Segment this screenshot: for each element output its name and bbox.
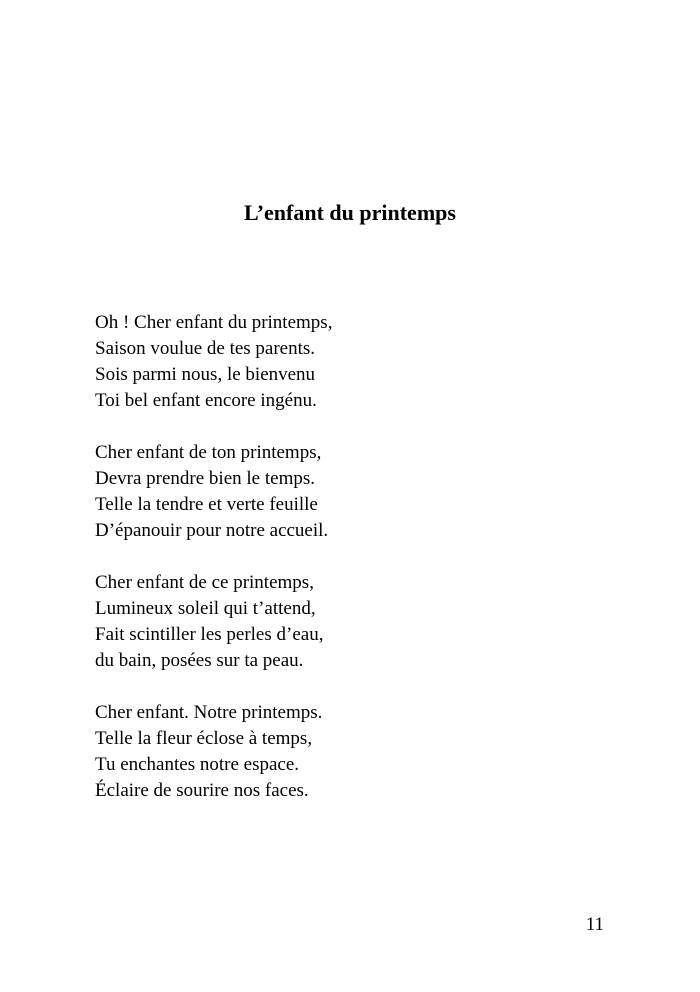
poem-line: Fait scintiller les perles d’eau, bbox=[95, 624, 324, 645]
poem-line: Éclaire de sourire nos faces. bbox=[95, 780, 309, 801]
poem-title: L’enfant du printemps bbox=[244, 200, 456, 225]
poem-line: Devra prendre bien le temps. bbox=[95, 468, 315, 489]
poem-body bbox=[95, 310, 615, 830]
poem-line: Tu enchantes notre espace. bbox=[95, 754, 300, 775]
poem-line: D’épanouir pour notre accueil. bbox=[95, 520, 329, 541]
stanza-2 bbox=[95, 440, 615, 544]
poem-line: du bain, posées sur ta peau. bbox=[95, 650, 304, 671]
poem-line: Cher enfant de ce printemps, bbox=[95, 572, 314, 593]
stanza-4 bbox=[95, 700, 615, 804]
poem-line: Saison voulue de tes parents. bbox=[95, 338, 316, 359]
poem-line: Sois parmi nous, le bienvenu bbox=[95, 364, 316, 385]
stanza-1 bbox=[95, 310, 615, 414]
stanza-3 bbox=[95, 570, 615, 674]
poem-line: Lumineux soleil qui t’attend, bbox=[95, 598, 316, 619]
poem-line: Cher enfant de ton printemps, bbox=[95, 442, 322, 463]
poem-line: Toi bel enfant encore ingénu. bbox=[95, 390, 317, 411]
poem-line: Oh ! Cher enfant du printemps, bbox=[95, 312, 333, 333]
poem-line: Telle la tendre et verte feuille bbox=[95, 494, 318, 515]
poem-line: Telle la fleur éclose à temps, bbox=[95, 728, 313, 749]
page-number: 11 bbox=[585, 914, 604, 935]
poem-line: Cher enfant. Notre printemps. bbox=[95, 702, 323, 723]
